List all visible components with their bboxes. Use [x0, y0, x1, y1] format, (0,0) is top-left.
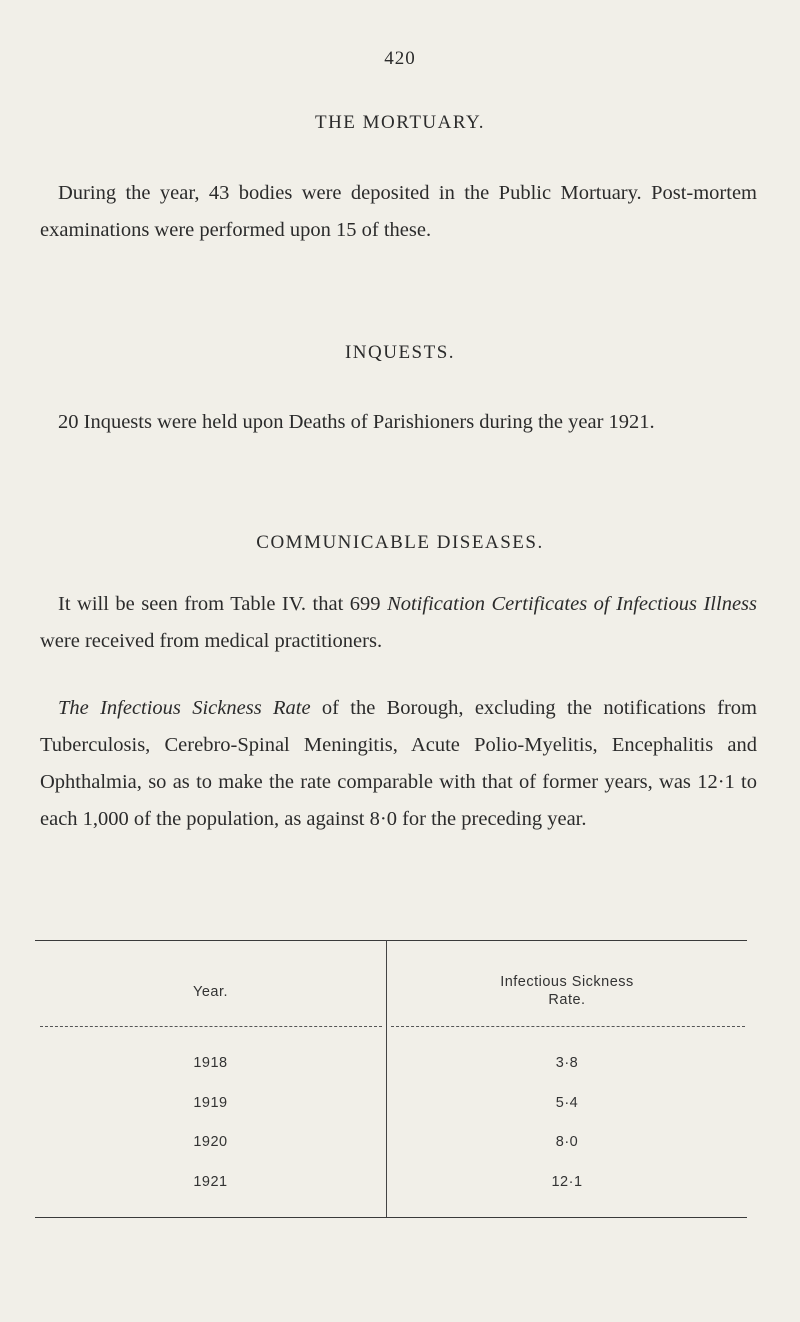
- rate-cell: 8·0: [555, 1134, 579, 1150]
- sickness-rate-paragraph: [40, 690, 757, 838]
- column-header-year: Year.: [192, 984, 229, 1000]
- notification-certificates-phrase: Notification Certificates of Infectious Illness: [387, 593, 757, 615]
- header-divider-left: [40, 1026, 382, 1027]
- mortuary-paragraph: During the year, 43 bodies were deposited in the Public Mortuary. Post-mortem examinations were performed upon 15 of these.: [40, 182, 757, 241]
- sickness-rate-table: [35, 940, 747, 1220]
- year-cell: 1920: [193, 1134, 228, 1150]
- year-cell: 1921: [193, 1174, 228, 1190]
- inquests-heading: INQUESTS.: [344, 342, 456, 363]
- communicable-diseases-heading: COMMUNICABLE DISEASES.: [256, 532, 544, 553]
- sickness-rate-text: of the Borough, excluding the notifications from Tuberculosis, Cerebro-Spinal Meningitis, Acute Polio-Myelitis, Encephalitis and Ophthalmia, so as to make the rate comparable with that of former years, was 12·1 to each 1,000 of the population, as against 8·0 for the preceding year.: [40, 697, 757, 830]
- year-cell: 1918: [193, 1055, 228, 1071]
- rate-cell: 12·1: [551, 1174, 583, 1190]
- year-cell: 1919: [193, 1095, 228, 1111]
- header-divider-right: [391, 1026, 745, 1027]
- notification-paragraph: [40, 586, 757, 660]
- table-bottom-rule: [35, 1217, 747, 1218]
- table-top-rule: [35, 940, 747, 941]
- column-header-rate: [387, 973, 747, 1009]
- sickness-rate-phrase: The Infectious Sickness Rate: [58, 697, 311, 719]
- notification-text-end: were received from medical practitioners.: [40, 630, 383, 652]
- rate-cell: 5·4: [555, 1095, 579, 1111]
- rate-cell: 3·8: [555, 1055, 579, 1071]
- mortuary-heading: THE MORTUARY.: [314, 112, 486, 133]
- inquests-paragraph: 20 Inquests were held upon Deaths of Parishioners during the year 1921.: [58, 411, 655, 433]
- column-header-rate-line1: Infectious Sickness: [500, 974, 634, 990]
- column-header-rate-line2: Rate.: [548, 992, 586, 1008]
- notification-text-start: It will be seen from Table IV. that 699: [58, 593, 388, 615]
- page-number: 420: [384, 48, 416, 69]
